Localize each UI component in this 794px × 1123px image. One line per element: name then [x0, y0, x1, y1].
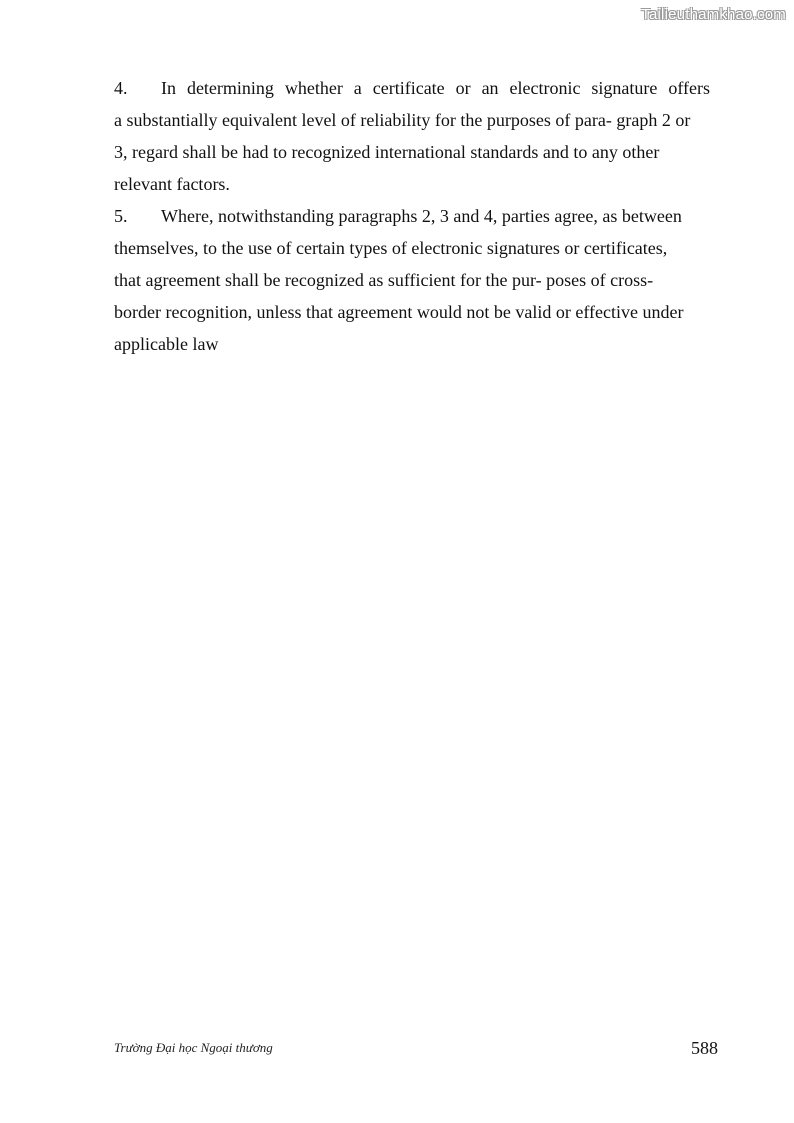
- paragraph-line: [114, 72, 710, 104]
- paragraph-number: 4.: [114, 78, 128, 98]
- paragraph-line: that agreement shall be recognized as sufficient for the pur- poses of cross-: [114, 270, 654, 290]
- footer-institution: Trường Đại học Ngoại thương: [114, 1040, 273, 1055]
- paragraph-number: 5.: [114, 206, 128, 226]
- paragraph-line: themselves, to the use of certain types of electronic signatures or certificates,: [114, 238, 668, 258]
- paragraph-5: [114, 200, 710, 360]
- page-number: 588: [691, 1038, 718, 1058]
- paragraph-line: 3, regard shall be had to recognized international standards and to any other: [114, 142, 660, 162]
- paragraph-line: a substantially equivalent level of reliability for the purposes of para- graph 2 or: [114, 110, 691, 130]
- paragraph-line: applicable law: [114, 334, 219, 354]
- paragraph-line: relevant factors.: [114, 174, 230, 194]
- paragraph-4: [114, 72, 710, 200]
- watermark-text: Tailieuthamkhao.com: [641, 6, 786, 23]
- paragraph-text: Where, notwithstanding paragraphs 2, 3 and 4, parties agree, as between: [161, 206, 682, 226]
- paragraph-line: [114, 200, 710, 232]
- paragraph-line: border recognition, unless that agreement would not be valid or effective under: [114, 302, 684, 322]
- document-body: [114, 72, 710, 360]
- paragraph-text: In determining whether a certificate or an electronic signature offers: [161, 78, 710, 98]
